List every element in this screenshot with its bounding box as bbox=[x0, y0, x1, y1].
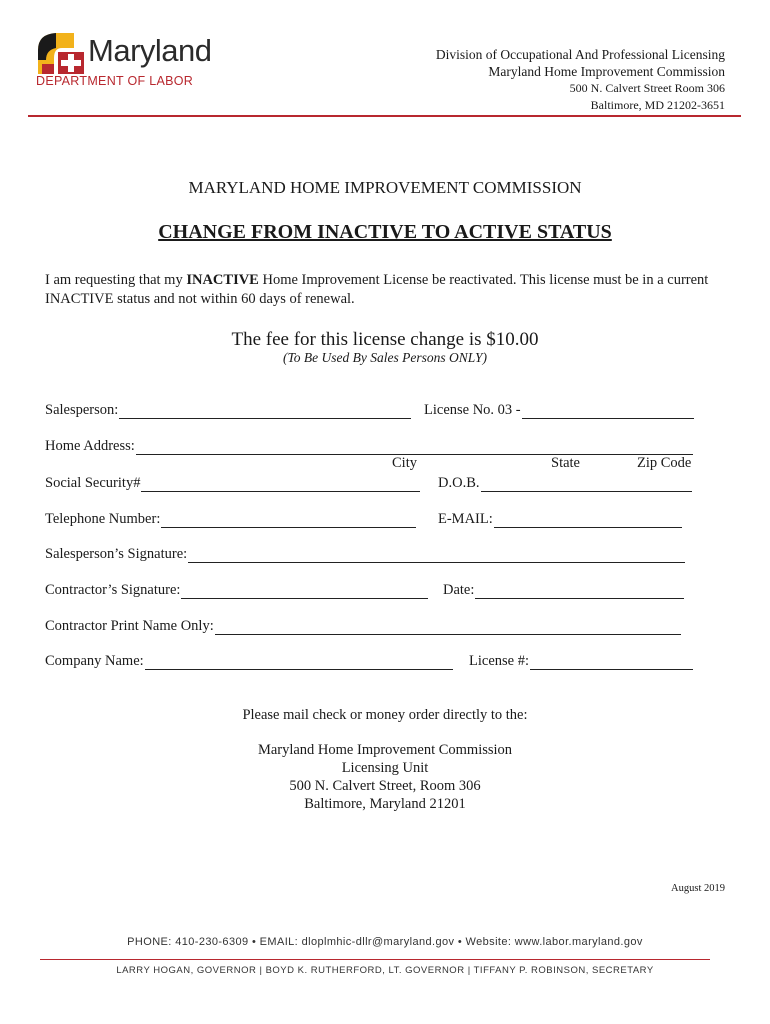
footer-contact-info: PHONE: 410-230-6309 • EMAIL: dloplmhic-dllr@maryland.gov • Website: www.labor.maryland.gov bbox=[127, 936, 643, 948]
intro-text-end: Home Improvement License be reactivated. This license must be in a current INACTIVE status and not within 60 days of renewal. bbox=[45, 272, 709, 307]
telephone-label: Telephone Number: bbox=[45, 511, 161, 527]
license-number-label: License No. 03 - bbox=[424, 402, 521, 418]
dob-input-line[interactable] bbox=[481, 477, 692, 492]
commission-name: Maryland Home Improvement Commission bbox=[488, 64, 725, 79]
email-input-line[interactable] bbox=[494, 513, 682, 528]
form-title: CHANGE FROM INACTIVE TO ACTIVE STATUS bbox=[158, 221, 612, 243]
ssn-input-line[interactable] bbox=[141, 477, 420, 492]
fee-note: (To Be Used By Sales Persons ONLY) bbox=[283, 350, 487, 365]
home-address-input-line[interactable] bbox=[136, 440, 693, 455]
commission-heading: MARYLAND HOME IMPROVEMENT COMMISSION bbox=[188, 178, 582, 197]
division-name: Division of Occupational And Professional Licensing bbox=[435, 47, 725, 62]
logo-department: DEPARTMENT OF LABOR bbox=[36, 74, 194, 88]
logo-wordmark: Maryland bbox=[88, 33, 212, 68]
revision-date: August 2019 bbox=[671, 883, 725, 894]
mailing-address-line1: Maryland Home Improvement Commission bbox=[257, 742, 513, 758]
mailing-address-line3: 500 N. Calvert Street, Room 306 bbox=[289, 778, 481, 794]
salesperson-signature-line[interactable] bbox=[188, 548, 685, 563]
ssn-label: Social Security# bbox=[45, 475, 141, 491]
salesperson-label: Salesperson: bbox=[45, 402, 119, 418]
company-name-field[interactable] bbox=[45, 652, 453, 670]
company-name-input-line[interactable] bbox=[145, 655, 453, 670]
intro-text-start: I am requesting that my bbox=[45, 272, 187, 288]
telephone-input-line[interactable] bbox=[161, 513, 416, 528]
date-label: Date: bbox=[443, 582, 475, 598]
license-number-field[interactable] bbox=[424, 401, 694, 419]
contractor-signature-line[interactable] bbox=[181, 584, 428, 599]
salesperson-input-line[interactable] bbox=[119, 404, 411, 419]
license-hash-label: License #: bbox=[469, 653, 529, 669]
contractor-signature-label: Contractor’s Signature: bbox=[45, 582, 181, 598]
date-field[interactable] bbox=[443, 581, 684, 599]
email-field[interactable] bbox=[438, 510, 682, 528]
ssn-field[interactable] bbox=[45, 474, 420, 492]
contractor-signature-field[interactable] bbox=[45, 581, 428, 599]
mailing-address-line4: Baltimore, Maryland 21201 bbox=[304, 796, 466, 812]
dob-field[interactable] bbox=[438, 474, 692, 492]
date-input-line[interactable] bbox=[475, 584, 684, 599]
footer-divider bbox=[40, 959, 710, 960]
state-caption: State bbox=[551, 455, 580, 471]
telephone-field[interactable] bbox=[45, 510, 416, 528]
mailing-address-line2: Licensing Unit bbox=[341, 760, 429, 776]
salesperson-signature-field[interactable] bbox=[45, 545, 685, 563]
license-hash-field[interactable] bbox=[469, 652, 693, 670]
header-address bbox=[436, 46, 725, 114]
intro-paragraph bbox=[45, 271, 715, 309]
salesperson-signature-label: Salesperson’s Signature: bbox=[45, 546, 188, 562]
city-caption: City bbox=[392, 455, 417, 471]
footer-officials: LARRY HOGAN, GOVERNOR | BOYD K. RUTHERFORD, LT. GOVERNOR | TIFFANY P. ROBINSON, SECRETARY bbox=[116, 965, 654, 976]
city-address: Baltimore, MD 21202-3651 bbox=[590, 98, 725, 112]
street-address: 500 N. Calvert Street Room 306 bbox=[569, 81, 725, 95]
email-label: E-MAIL: bbox=[438, 511, 493, 527]
intro-inactive-emphasis: INACTIVE bbox=[186, 272, 259, 288]
header-divider bbox=[28, 115, 741, 117]
contractor-print-name-label: Contractor Print Name Only: bbox=[45, 618, 214, 634]
fee-statement: The fee for this license change is $10.00 bbox=[231, 329, 539, 350]
mailing-instruction: Please mail check or money order directly to the: bbox=[242, 707, 528, 723]
home-address-label: Home Address: bbox=[45, 438, 135, 454]
maryland-flag-icon bbox=[36, 30, 86, 76]
dob-label: D.O.B. bbox=[438, 475, 480, 491]
license-number-input-line[interactable] bbox=[522, 404, 694, 419]
contractor-print-name-field[interactable] bbox=[45, 617, 681, 635]
salesperson-field[interactable] bbox=[45, 401, 411, 419]
contractor-print-name-line[interactable] bbox=[215, 620, 681, 635]
company-name-label: Company Name: bbox=[45, 653, 144, 669]
home-address-field[interactable] bbox=[45, 437, 693, 455]
zip-caption: Zip Code bbox=[637, 455, 692, 471]
license-hash-input-line[interactable] bbox=[530, 655, 693, 670]
maryland-labor-logo bbox=[36, 28, 246, 92]
